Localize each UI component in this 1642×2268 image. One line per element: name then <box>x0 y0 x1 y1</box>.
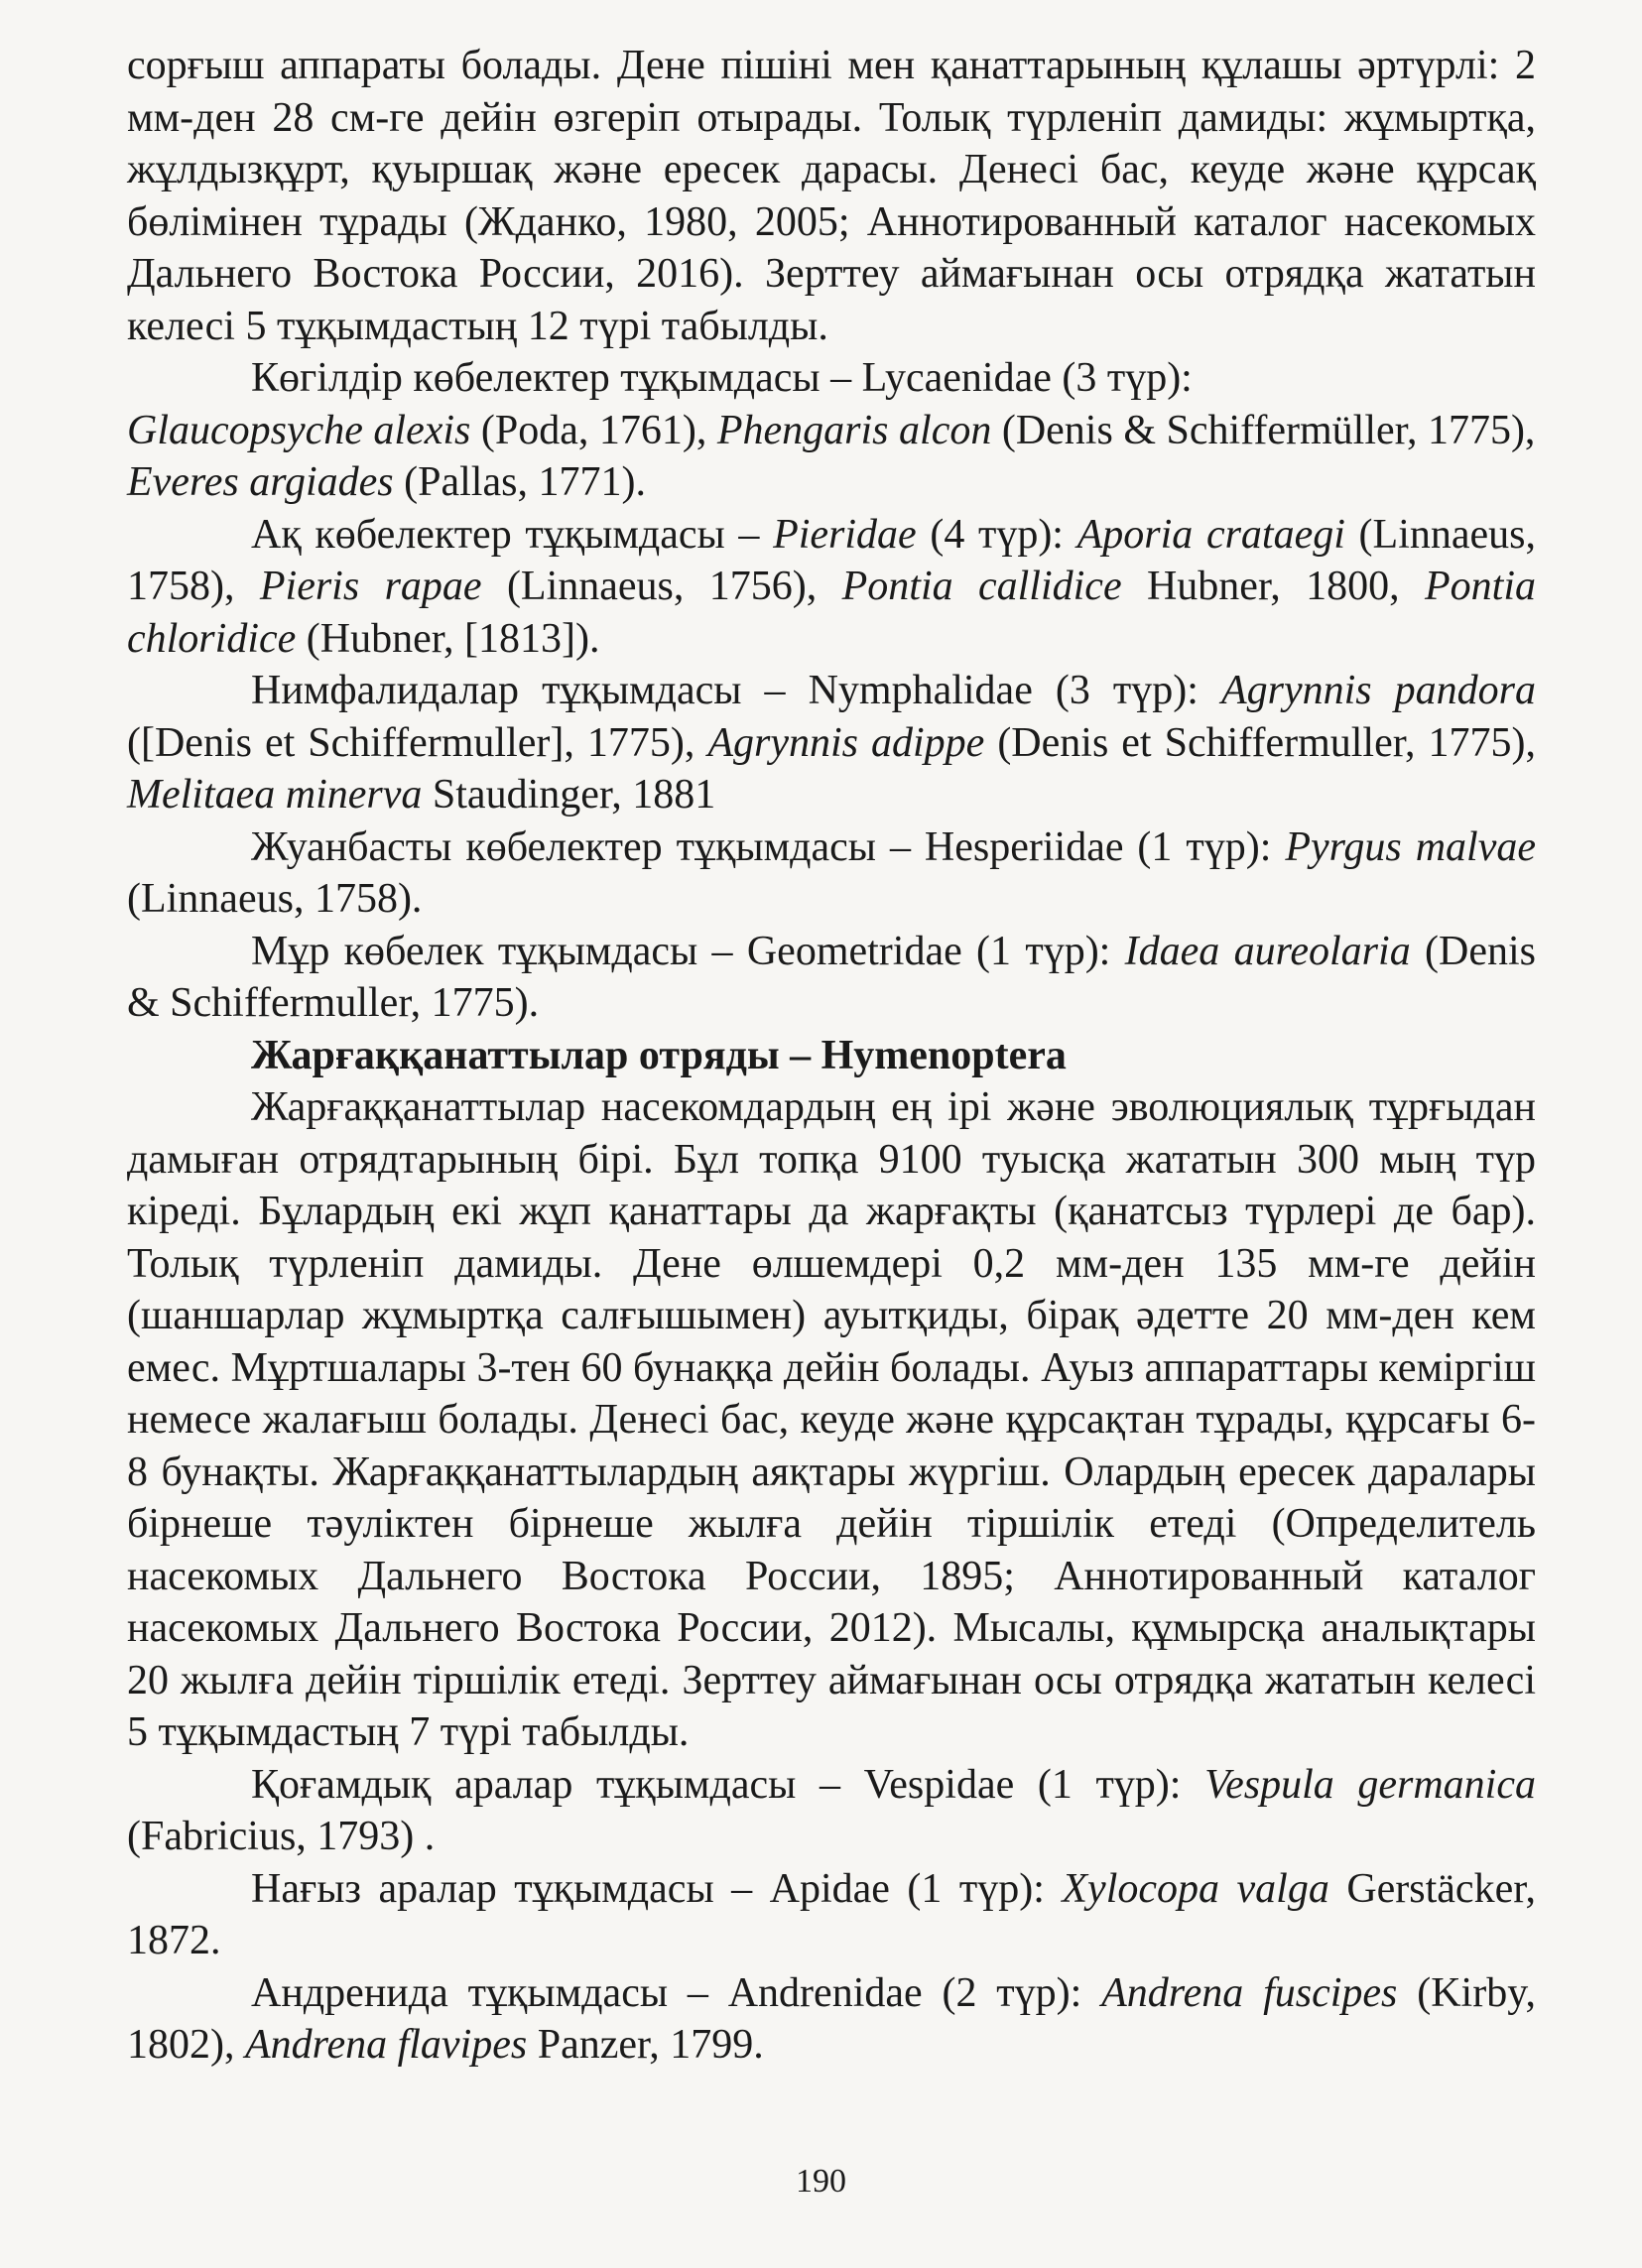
body-text <box>127 40 1536 2072</box>
species-name: Agrynnis adippe <box>707 719 985 766</box>
species-author: Staudinger, 1881 <box>422 772 716 818</box>
species-author: (Linnaeus, 1758). <box>127 876 423 922</box>
species-name: Pieris rapae <box>259 564 482 609</box>
species-name: Pyrgus malvae <box>1285 823 1537 870</box>
family-lead: Мұр көбелек тұқымдасы – Geometridae (1 түр): <box>251 928 1125 974</box>
page-number: 190 <box>796 2163 846 2200</box>
species-author: Panzer, 1799. <box>527 2022 764 2068</box>
paragraph-geometridae <box>127 926 1536 1030</box>
paragraph-apidae <box>127 1863 1536 1967</box>
species-author: (Poda, 1761), <box>470 407 717 453</box>
species-author: Gerstäcker, 1872. <box>127 1865 1537 1963</box>
species-name: Andrena flavipes <box>245 2022 528 2068</box>
species-name: Glaucopsyche alexis <box>127 407 471 453</box>
family-lead: Нимфалидалар тұқымдасы – Nymphalidae (3 түр): <box>251 668 1221 713</box>
species-name: Everes argiades <box>127 459 394 505</box>
family-lead: Ақ көбелектер тұқымдасы – <box>251 511 774 558</box>
species-name: Aporia crataegi <box>1076 511 1345 558</box>
species-name: Idaea aureolaria <box>1124 928 1411 974</box>
section-heading: Жарғаққанаттылар отряды – Hymenoptera <box>251 1032 1067 1078</box>
species-name: Vespula germanica <box>1204 1761 1536 1808</box>
paragraph-hesperiidae <box>127 821 1536 926</box>
family-lead: Көгілдір көбелектер тұқымдасы – Lycaenidae (3 түр): <box>251 355 1193 401</box>
species-author: ([Denis et Schiffermuller], 1775), <box>127 719 708 766</box>
species-name: Pontia callidice <box>841 564 1122 609</box>
species-author: (Fabricius, 1793) . <box>127 1814 436 1859</box>
species-author: (Kirby, 1802), <box>127 1969 1536 2068</box>
family-lead: Қоғамдық аралар тұқымдасы – Vespidae (1 түр): <box>251 1761 1205 1808</box>
species-name: Pontia chloridice <box>127 564 1536 662</box>
species-author: (Denis et Schiffermuller, 1775), <box>984 719 1537 766</box>
paragraph-lepidoptera-intro: сорғыш аппараты болады. Дене пішіні мен қанаттарының құлашы әртүрлі: 2 мм-ден 28 см-ге дейін өзгеріп отырады. Толық түрленіп дамиды: жұмыртқа, жұлдызқұрт, қуыршақ және ересек дарасы. Денесі бас, кеуде және құрсақ бөлімінен тұрады (Жданко, 1980, 2005; Аннотированный каталог насекомых Дальнего Востока России, 2016). Зерттеу аймағынан осы отрядқа жататын келесі 5 тұқымдастың 12 түрі табылды. <box>127 43 1536 349</box>
species-author: (Pallas, 1771). <box>393 459 646 505</box>
species-name: Xylocopa valga <box>1062 1865 1329 1912</box>
species-name: Agrynnis pandora <box>1220 668 1537 713</box>
paragraph-nymphalidae <box>127 665 1536 821</box>
species-author: (Hubner, [1813]). <box>296 615 600 662</box>
species-author: (Linnaeus, 1756), <box>481 564 842 609</box>
paragraph-pieridae <box>127 509 1536 666</box>
paragraph-vespidae <box>127 1759 1536 1863</box>
species-count: (4 түр): <box>916 511 1077 558</box>
family-lead: Андренида тұқымдасы – Andrenidae (2 түр): <box>251 1969 1102 2016</box>
species-author: (Denis & Schiffermuller, 1775). <box>127 928 1536 1026</box>
family-lead: Жуанбасты көбелектер тұқымдасы – Hesperiidae (1 түр): <box>251 823 1286 870</box>
species-name: Andrena fuscipes <box>1101 1969 1398 2016</box>
species-author: (Denis & Schiffermüller, 1775), <box>991 407 1536 453</box>
species-author: (Linnaeus, 1758), <box>127 511 1536 609</box>
species-name: Phengaris alcon <box>716 407 992 453</box>
species-author: Hubner, 1800, <box>1121 564 1425 609</box>
family-name: Pieridae <box>773 511 917 558</box>
paragraph-hymenoptera-intro: Жарғаққанаттылар насекомдардың ең ірі және эволюциялық тұрғыдан дамыған отрядтарының бірі. Бұл топқа 9100 туысқа жататын 300 мың түр кіреді. Бұлардың екі жұп қанаттары да жарғақты (қанатсыз түрлері де бар). Толық түрленіп дамиды. Дене өлшемдері 0,2 мм-ден 135 мм-ге дейін (шаншарлар жұмыртқа салғышымен) ауытқиды, бірақ әдетте 20 мм-ден кем емес. Мұртшалары 3-тен 60 бунаққа дейін болады. Ауыз аппараттары кеміргіш немесе жалағыш болады. Денесі бас, кеуде және құрсақтан тұрады, құрсағы 6-8 бунақты. Жарғаққанаттылардың аяқтары жүргіш. Олардың ересек даралары бірнеше тәуліктен бірнеше жылға дейін тіршілік етеді (Определитель насекомых Дальнего Востока России, 1895; Аннотированный каталог насекомых Дальнего Востока России, 2012). Мысалы, құмырсқа аналықтары 20 жылға дейін тіршілік етеді. Зерттеу аймағынан осы отрядқа жататын келесі 5 тұқымдастың 7 түрі табылды. <box>127 1084 1536 1755</box>
paragraph-andrenidae <box>127 1967 1536 2072</box>
species-name: Melitaea minerva <box>127 772 423 818</box>
family-lead: Нағыз аралар тұқымдасы – Apidae (1 түр): <box>251 1865 1063 1912</box>
paragraph-lycaenidae <box>127 352 1536 509</box>
